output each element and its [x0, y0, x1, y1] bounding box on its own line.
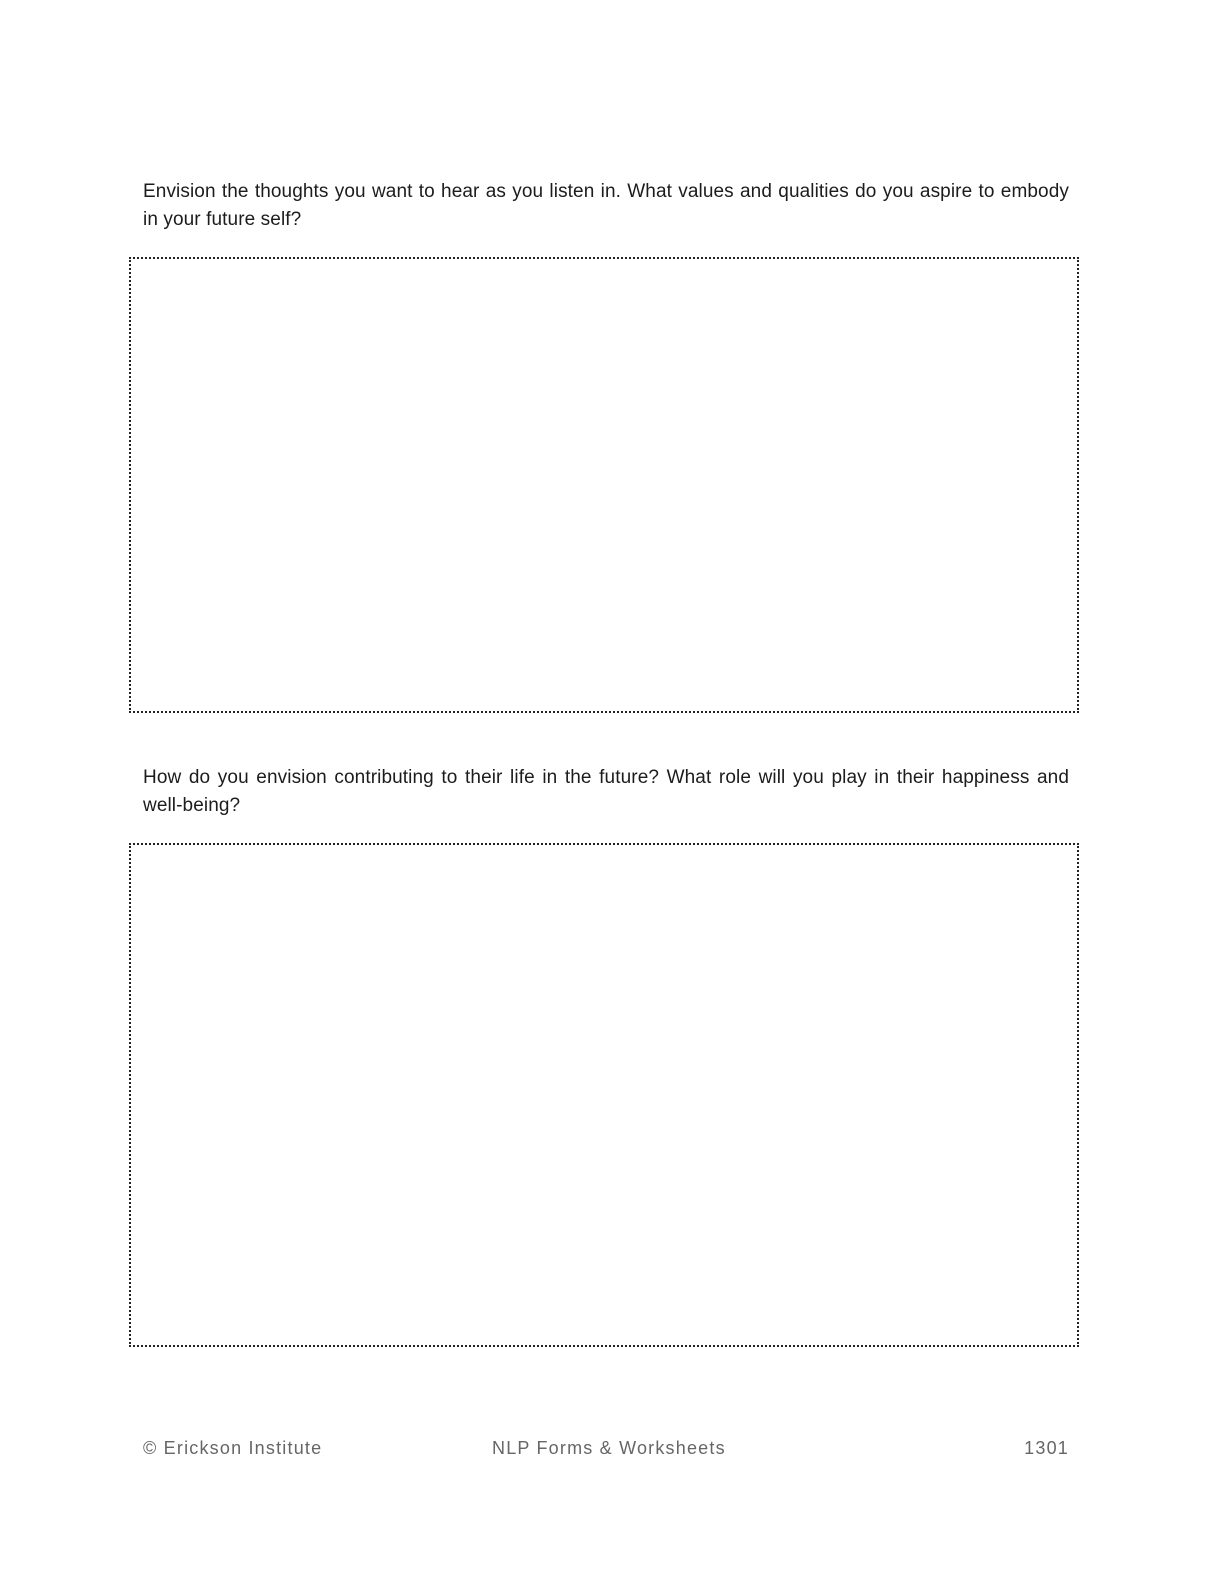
footer-page-number: 1301	[1024, 1438, 1069, 1458]
question-prompt-1: Envision the thoughts you want to hear as you listen in. What values and qualities do you aspire to embody in your future self?	[143, 181, 1069, 230]
answer-box-2[interactable]	[129, 843, 1079, 1347]
footer-copyright: © Erickson Institute	[143, 1438, 323, 1458]
footer-title: NLP Forms & Worksheets	[492, 1438, 726, 1458]
answer-box-1[interactable]	[129, 257, 1079, 713]
question-prompt-2: How do you envision contributing to their life in the future? What role will you play in their happiness and well-being?	[143, 767, 1069, 816]
